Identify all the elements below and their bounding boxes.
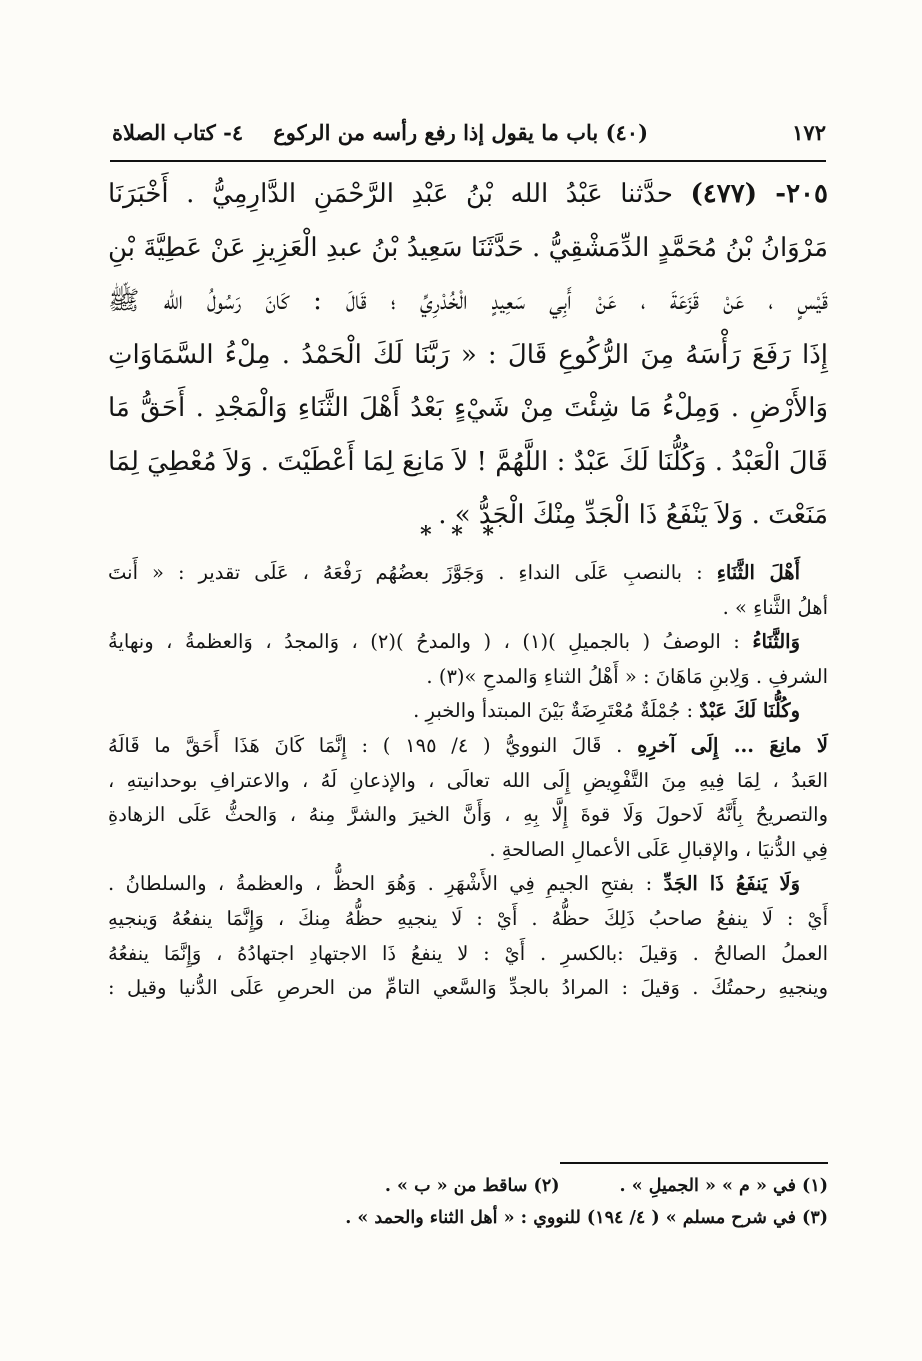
hadith-line: إِذَا رَفَعَ رَأْسَهُ مِنَ الرُّكُوعِ قَالَ : « رَبَّنَا لَكَ الْحَمْدُ . مِلْءُ السَّمَاوَاتِ [108,339,829,370]
page-number: ١٧٢ [792,120,826,145]
footnote-3: (٣) في شرح مسلم » ( ٤/ ١٩٤) للنووي : « أهل الثناء والحمد » . [345,1208,828,1228]
commentary-line: الشرفِ . وَلِابنِ مَاهَانَ : « أَهْلُ الثناءِ وَالمدحِ »(٣) . [426,664,828,688]
hadith-line: قَيْسٍ ، عَنْ قَزَعَةَ ، عَنْ أَبِي سَعِيدٍ الْخُدْرِيِّ ؛ قَالَ : كَانَ رَسُولُ الله ﷺ [108,286,828,316]
book-title: ٤- كتاب الصلاة [112,120,244,145]
footnotes [108,1170,828,1234]
footnote-rule [560,1162,828,1164]
commentary-term: وَلَا يَنفَعُ ذَا الجَدِّ [663,872,800,896]
commentary-line: فِي الدُّنيَا ، والإقبالِ عَلَى الأعمالِ الصالحةِ . [489,837,828,861]
commentary-line: وَلَا يَنفَعُ ذَا الجَدِّ : بفتحِ الجيمِ فِي الأَشْهَرِ . وَهُوَ الحظُّ ، والعظمةُ ، والسلطانُ . [108,872,800,896]
running-header [112,113,826,153]
hadith-line: مَنَعْتَ . وَلاَ يَنْفَعُ ذَا الْجَدِّ مِنْكَ الْجَدُّ » . [438,500,828,530]
commentary-term: وكُلُّنَا لَكَ عَبْدٌ [699,699,800,723]
hadith-line: وَالأَرْضِ . وَمِلْءُ مَا شِئْتَ مِنْ شَيْءٍ بَعْدُ أَهْلَ الثَّنَاءِ وَالْمَجْدِ . أَحَقُّ مَا [108,393,828,423]
footnote-line [108,1202,828,1234]
hadith-line: مَرْوَانُ بْنُ مُحَمَّدٍ الدِّمَشْقِيُّ . حَدَّثَنَا سَعِيدُ بْنُ عبدِ الْعَزِيزِ عَنْ عَطِيَّةَ بْنِ [108,232,828,263]
hadith-line: ٢٠٥- (٤٧٧) حدَّثنا عَبْدُ الله بْنُ عَبْدِ الرَّحْمَنِ الدَّارِمِيُّ . أَخْبَرَنَا [108,179,828,209]
footnote-line [108,1170,828,1202]
commentary-term: وَالثَّنَاءُ [752,630,801,654]
commentary-line: أَيْ : لَا ينفعُ صاحبُ ذَلِكَ حظُّهُ . أَيْ : لَا ينجيهِ حظُّهُ مِنكَ ، وَإِنَّمَا ينفعُهُ وَينجيهِ [108,906,828,930]
commentary-line: والتصريحُ بِأَنَّهُ لَاحولَ وَلَا قوةَ إِلَّا بِهِ ، وَأَنَّ الخيرَ والشرَّ مِنهُ ، وَالحثُّ عَلَى الزهادةِ [108,803,828,827]
commentary-term: لَا مانِعَ ... إِلَى آخرِهِ [637,733,828,757]
commentary-line: العملُ الصالحُ . وَقيلَ :بالكسرِ . أَيْ : لا ينفعُ ذَا الاجتهادِ اجتهادُهُ ، وَإِنَّمَا ينفعُهُ [108,941,828,965]
section-separator: * * * [420,522,500,548]
chapter-title: (٤٠) باب ما يقول إذا رفع رأسه من الركوع [273,120,648,145]
footnote-1: (١) في « م » « الجميلِ » . [619,1176,828,1196]
commentary-line: لَا مانِعَ ... إِلَى آخرِهِ . قَالَ النوويُّ ( ٤/ ١٩٥ ) : إِنَّمَا كَانَ هَذَا أَحَقَّ ما قَالَهُ [108,733,828,757]
commentary-text [108,556,828,1006]
footnote-2: (٢) ساقط من « ب » . [384,1176,560,1196]
commentary-line: وينجيهِ رحمتُكَ . وَقيلَ : المرادُ بالجدِّ وَالسَّعي التامِّ من الحرصِ عَلَى الدُّنيا وقيل : [108,976,828,1000]
commentary-line: أَهْلَ الثَّنَاءِ : بالنصبِ عَلَى النداءِ . وَجَوَّزَ بعضُهُم رَفْعَهُ ، عَلَى تقدير : « أَنتَ [108,561,800,584]
commentary-line: العَبدُ ، لِمَا فِيهِ مِنَ التَّفْوِيضِ إِلَى الله تعالَى ، والإذعانِ لَهُ ، والاعترافِ بوحدانيتهِ ، [108,768,828,792]
hadith-text [108,168,828,543]
commentary-line: وَالثَّنَاءُ : الوصفُ ( بالجميلِ )(١) ، ( والمدحُ )(٢) ، وَالمجدُ ، وَالعظمةُ ، ونهايةُ [108,630,801,654]
commentary-line: أهلُ الثَّناءِ » . [722,595,828,619]
header-rule [110,160,826,162]
commentary-line: وكُلُّنَا لَكَ عَبْدٌ : جُمْلَةٌ مُعْتَرِضَةٌ بَيْنَ المبتدأ والخبرِ . [413,699,800,723]
hadith-line: قَالَ الْعَبْدُ . وَكُلُّنَا لَكَ عَبْدٌ : اللَّهُمَّ ! لاَ مَانِعَ لِمَا أَعْطَيْتَ . وَلاَ مُعْطِيَ لِمَا [108,446,828,477]
hadith-number: ٢٠٥- (٤٧٧) [690,179,828,209]
commentary-term: أَهْلَ الثَّنَاءِ [716,561,800,584]
